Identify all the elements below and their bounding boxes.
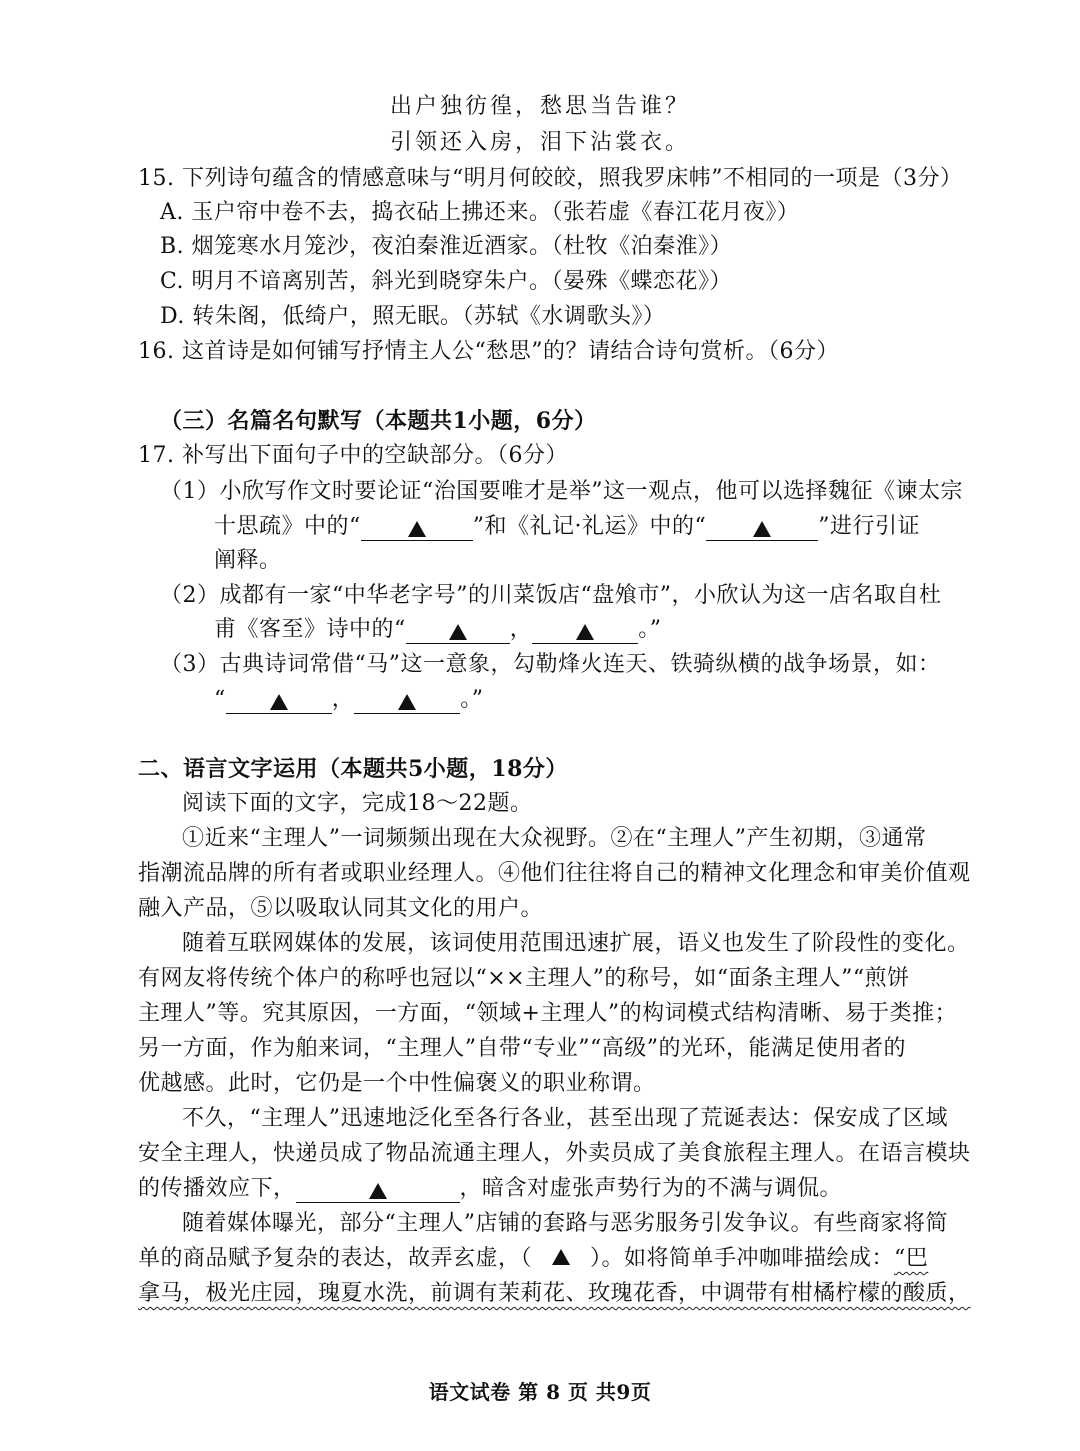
- text: ”和《礼记·礼运》中的“: [472, 514, 707, 539]
- triangle-icon: [576, 624, 594, 640]
- paragraph-2-line-1: 随着互联网媒体的发展，该词使用范围迅速扩展，语义也发生了阶段性的变化。: [182, 931, 970, 956]
- question-15-option-b: B. 烟笼寒水月笼沙，夜泊秦淮近酒家。（杜牧《泊秦淮》）: [160, 234, 733, 259]
- text: ，: [509, 617, 533, 642]
- answer-blank[interactable]: [406, 619, 510, 644]
- text: 单的商品赋予复杂的表达，故弄玄虚，（: [138, 1246, 533, 1271]
- paragraph-4-line-1: 随着媒体曝光，部分“主理人”店铺的套路与恶劣服务引发争议。有些商家将简: [182, 1211, 948, 1236]
- part-2-intro: 阅读下面的文字，完成18～22题。: [182, 791, 533, 816]
- paragraph-2-line-3: 主理人”等。究其原因，一方面，“领域+主理人”的构词模式结构清晰、易于类推；: [138, 1001, 958, 1026]
- text: 。”: [460, 687, 484, 712]
- text: 甫《客至》诗中的“: [214, 617, 406, 642]
- paragraph-3-line-2: 安全主理人，快递员成了物品流通主理人，外卖员成了美食旅程主理人。在语言模块: [138, 1141, 971, 1166]
- text: ，暗含对虚张声势行为的不满与调侃。: [459, 1176, 843, 1201]
- poem-line-1: 出户独彷徨，愁思当告谁？: [389, 94, 690, 119]
- text: ”进行引证: [818, 514, 920, 539]
- paragraph-1-line-3: 融入产品，⑤以吸取认同其文化的用户。: [138, 896, 544, 921]
- paragraph-4-line-3: 拿马，极光庄园，瑰夏水洗，前调有茉莉花、玫瑰花香，中调带有柑橘柠檬的酸质，: [138, 1281, 971, 1306]
- answer-blank[interactable]: [296, 1178, 460, 1203]
- triangle-icon: [408, 521, 426, 537]
- answer-blank[interactable]: [532, 619, 638, 644]
- answer-blank[interactable]: [354, 689, 460, 714]
- text: 。”: [638, 617, 662, 642]
- triangle-icon: [449, 624, 467, 640]
- triangle-icon: [398, 694, 416, 710]
- question-17-part-2-line-1: （2）成都有一家“中华老字号”的川菜饭店“盘飧市”，小欣认为这一店名取自杜: [160, 583, 942, 608]
- paragraph-1-line-2: 指潮流品牌的所有者或职业经理人。④他们往往将自己的精神文化理念和审美价值观: [138, 861, 971, 886]
- triangle-icon: [753, 521, 771, 537]
- poem-line-2: 引领还入房，泪下沾裳衣。: [389, 130, 690, 155]
- paragraph-4-line-2: [138, 1244, 928, 1274]
- text: 的传播效应下，: [138, 1176, 296, 1201]
- answer-blank[interactable]: [361, 516, 473, 541]
- question-17-part-1-line-1: （1）小欣写作文时要论证“治国要唯才是举”这一观点，他可以选择魏征《谏太宗: [160, 479, 963, 504]
- page-footer: 语文试卷 第 8 页 共9页: [428, 1380, 652, 1404]
- question-17-stem: 17. 补写出下面句子中的空缺部分。（6分）: [138, 443, 568, 468]
- question-17-part-2-line-2: [214, 615, 662, 645]
- paragraph-3-line-1: 不久，“主理人”迅速地泛化至各行各业，甚至出现了荒诞表达：保安成了区域: [182, 1106, 948, 1131]
- answer-blank[interactable]: [226, 689, 332, 714]
- text: “: [214, 687, 226, 712]
- triangle-icon: [270, 694, 288, 710]
- paragraph-1-line-1: ①近来“主理人”一词频频出现在大众视野。②在“主理人”产生初期，③通常: [182, 826, 927, 851]
- text: 十思疏》中的“: [214, 514, 361, 539]
- paragraph-2-line-5: 优越感。此时，它仍是一个中性偏褒义的职业称谓。: [138, 1071, 656, 1096]
- text: ，: [331, 687, 355, 712]
- question-15-option-d: D. 转朱阁，低绮户，照无眠。（苏轼《水调歌头》）: [160, 304, 666, 329]
- triangle-icon: [369, 1183, 387, 1199]
- question-17-part-3-line-1: （3）古典诗词常借“马”这一意象，勾勒烽火连天、铁骑纵横的战争场景，如：: [160, 652, 941, 677]
- question-15-stem: 15. 下列诗句蕴含的情感意味与“明月何皎皎，照我罗床帏”不相同的一项是（3分）: [138, 166, 963, 191]
- section-3-heading: （三）名篇名句默写（本题共1小题，6分）: [160, 408, 597, 434]
- part-2-heading: 二、语言文字运用（本题共5小题，18分）: [138, 756, 568, 782]
- question-16-stem: 16. 这首诗是如何铺写抒情主人公“愁思”的？请结合诗句赏析。（6分）: [138, 339, 839, 364]
- question-17-part-1-line-2: [214, 512, 920, 542]
- paragraph-3-line-3: [138, 1174, 842, 1204]
- paragraph-2-line-4: 另一方面，作为舶来词，“主理人”自带“专业”“高级”的光环，能满足使用者的: [138, 1036, 906, 1061]
- triangle-icon: [552, 1249, 570, 1265]
- question-15-option-c: C. 明月不谙离别苦，斜光到晓穿朱户。（晏殊《蝶恋花》）: [160, 269, 733, 294]
- question-15-option-a: A. 玉户帘中卷不去，捣衣砧上拂还来。（张若虚《春江花月夜》）: [160, 200, 800, 225]
- wavy-underlined-text: “巴: [894, 1246, 929, 1271]
- paragraph-2-line-2: 有网友将传统个体户的称呼也冠以“××主理人”的称号，如“面条主理人”“煎饼: [138, 966, 910, 991]
- question-17-part-3-line-2: [214, 685, 484, 715]
- answer-blank[interactable]: [532, 1244, 590, 1274]
- question-17-part-1-line-3: 阐释。: [214, 548, 282, 573]
- answer-blank[interactable]: [706, 516, 818, 541]
- text: ）。如将简单手冲咖啡描绘成：: [590, 1246, 895, 1271]
